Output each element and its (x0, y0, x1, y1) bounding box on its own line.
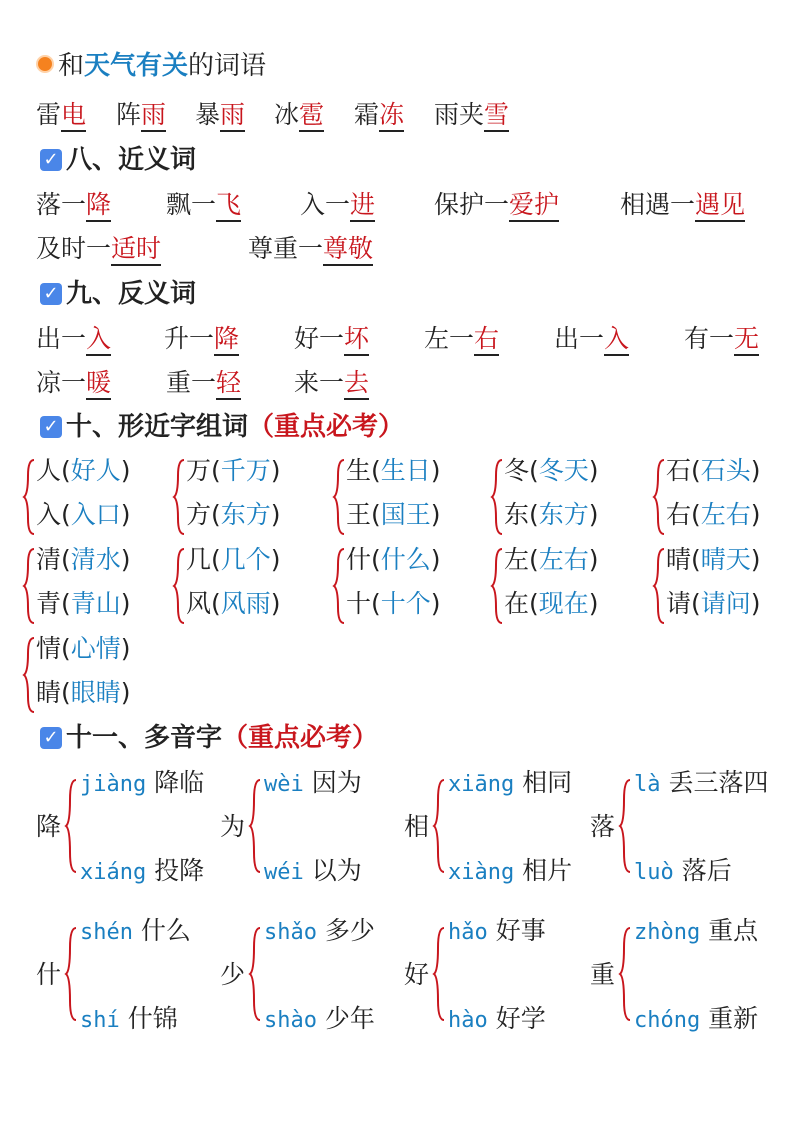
polyphone-word: 丢三落四 (660, 768, 769, 797)
similar-item: 晴(晴天) (666, 545, 761, 574)
similar-item: 石(石头) (666, 456, 761, 485)
synonym-pair: 落一降 (36, 190, 111, 220)
synonym-pair: 入一进 (300, 190, 375, 220)
brace-icon (22, 636, 36, 714)
similar-item: 青(青山) (36, 589, 131, 618)
pinyin: xiàng (448, 860, 515, 885)
antonym-pair: 凉一暖 (36, 368, 111, 398)
polyphone-char: 少 (220, 960, 246, 989)
checkbox-icon: ✓ (40, 149, 62, 171)
synonym-pair: 飘一飞 (166, 190, 241, 220)
similar-item: 几(几个) (186, 545, 281, 574)
similar-word: 左右 (538, 545, 589, 574)
similar-char: 左 (504, 545, 530, 574)
weather-word: 雨夹雪 (434, 100, 509, 130)
antonym-pair: 好一坏 (294, 324, 369, 354)
similar-item: 右(左右) (666, 500, 761, 529)
similar-item: 在(现在) (504, 589, 599, 618)
title-suffix: 的词语 (188, 51, 267, 81)
brace-icon (332, 458, 346, 536)
polyphone-word: 落后 (673, 856, 732, 885)
brace-icon (490, 547, 504, 625)
similar-word: 什么 (380, 545, 431, 574)
similar-char: 风 (186, 589, 212, 618)
similar-word: 东方 (538, 500, 589, 529)
similar-char: 右 (666, 500, 692, 529)
similar-char: 睛 (36, 678, 62, 707)
synonym-pair: 尊重一尊敬 (248, 234, 373, 264)
checkbox-icon: ✓ (40, 727, 62, 749)
similar-char: 请 (666, 589, 692, 618)
polyphone-reading (80, 916, 191, 948)
antonyms-title: ✓ 九、反义词 (40, 278, 196, 310)
title-highlight: 天气有关 (84, 51, 189, 81)
polyphone-word: 相同 (514, 768, 573, 797)
brace-icon (652, 458, 666, 536)
synonym-pair: 相遇一遇见 (620, 190, 745, 220)
brace-icon (618, 926, 632, 1022)
similar-item: 王(国王) (346, 500, 441, 529)
brace-icon (332, 547, 346, 625)
polyphone-title: ✓ 十一、多音字（重点必考） (40, 722, 378, 754)
pinyin: xiāng (448, 772, 515, 797)
similar-word: 好人 (70, 456, 121, 485)
similar-word: 几个 (220, 545, 271, 574)
polyphone-reading (264, 1004, 375, 1036)
pinyin: shí (80, 1008, 120, 1033)
polyphone-reading (80, 1004, 178, 1036)
similar-word: 心情 (70, 634, 121, 663)
polyphone-word: 因为 (303, 768, 362, 797)
similar-char: 王 (346, 500, 372, 529)
synonym-pair: 保护一爱护 (434, 190, 559, 220)
similar-title: ✓ 十、形近字组词（重点必考） (40, 411, 404, 443)
synonym-pair: 及时一适时 (36, 234, 161, 264)
polyphone-reading (448, 916, 546, 948)
similar-char: 清 (36, 545, 62, 574)
similar-word: 冬天 (538, 456, 589, 485)
brace-icon (22, 458, 36, 536)
similar-char: 东 (504, 500, 530, 529)
similar-word: 千万 (220, 456, 271, 485)
similar-char: 晴 (666, 545, 692, 574)
similar-item: 万(千万) (186, 456, 281, 485)
weather-word: 阵雨 (116, 100, 166, 130)
brace-icon (618, 778, 632, 874)
similar-char: 在 (504, 589, 530, 618)
polyphone-char: 相 (404, 812, 430, 841)
brace-icon (172, 547, 186, 625)
similar-item: 方(东方) (186, 500, 281, 529)
similar-word: 左右 (700, 500, 751, 529)
antonym-pair: 来一去 (294, 368, 369, 398)
pinyin: zhòng (634, 920, 701, 945)
similar-char: 情 (36, 634, 62, 663)
brace-icon (490, 458, 504, 536)
similar-item: 人(好人) (36, 456, 131, 485)
similar-word: 十个 (380, 589, 431, 618)
polyphone-word: 多少 (316, 916, 375, 945)
antonym-pair: 升一降 (164, 324, 239, 354)
similar-char: 人 (36, 456, 62, 485)
pinyin: shǎo (264, 920, 317, 945)
weather-title (36, 50, 266, 82)
similar-item: 十(十个) (346, 589, 441, 618)
polyphone-word: 降临 (146, 768, 205, 797)
brace-icon (248, 778, 262, 874)
similar-item: 左(左右) (504, 545, 599, 574)
similar-char: 方 (186, 500, 212, 529)
similar-char: 冬 (504, 456, 530, 485)
weather-word: 冰雹 (274, 100, 324, 130)
brace-icon (22, 547, 36, 625)
brace-icon (64, 926, 78, 1022)
similar-word: 清水 (70, 545, 121, 574)
polyphone-reading (634, 916, 758, 948)
similar-item: 情(心情) (36, 634, 131, 663)
polyphone-word: 重新 (700, 1004, 759, 1033)
similar-word: 东方 (220, 500, 271, 529)
orange-dot-icon (36, 55, 54, 73)
polyphone-reading (80, 856, 204, 888)
similar-word: 石头 (700, 456, 751, 485)
polyphone-char: 降 (36, 812, 62, 841)
similar-word: 眼睛 (70, 678, 121, 707)
polyphone-char: 落 (590, 812, 616, 841)
similar-item: 生(生日) (346, 456, 441, 485)
similar-item: 睛(眼睛) (36, 678, 131, 707)
checkbox-icon: ✓ (40, 416, 62, 438)
similar-char: 什 (346, 545, 372, 574)
similar-char: 石 (666, 456, 692, 485)
similar-char: 青 (36, 589, 62, 618)
pinyin: hǎo (448, 920, 488, 945)
pinyin: wéi (264, 860, 304, 885)
brace-icon (432, 778, 446, 874)
brace-icon (248, 926, 262, 1022)
similar-word: 风雨 (220, 589, 271, 618)
similar-word: 入口 (70, 500, 121, 529)
polyphone-reading (264, 916, 375, 948)
polyphone-word: 相片 (514, 856, 573, 885)
brace-icon (432, 926, 446, 1022)
checkbox-icon: ✓ (40, 283, 62, 305)
similar-char: 万 (186, 456, 212, 485)
brace-icon (64, 778, 78, 874)
similar-word: 现在 (538, 589, 589, 618)
antonym-pair: 有一无 (684, 324, 759, 354)
similar-item: 什(什么) (346, 545, 441, 574)
pinyin: xiáng (80, 860, 147, 885)
similar-item: 清(清水) (36, 545, 131, 574)
polyphone-char: 什 (36, 960, 62, 989)
similar-char: 十 (346, 589, 372, 618)
weather-word: 雷电 (36, 100, 86, 130)
polyphone-char: 为 (220, 812, 246, 841)
brace-icon (652, 547, 666, 625)
weather-word: 霜冻 (354, 100, 404, 130)
polyphone-word: 什锦 (119, 1004, 178, 1033)
brace-icon (172, 458, 186, 536)
synonyms-title: ✓ 八、近义词 (40, 144, 196, 176)
similar-char: 几 (186, 545, 212, 574)
polyphone-reading (448, 856, 572, 888)
antonym-pair: 重一轻 (166, 368, 241, 398)
similar-item: 风(风雨) (186, 589, 281, 618)
similar-item: 请(请问) (666, 589, 761, 618)
pinyin: hào (448, 1008, 488, 1033)
title-prefix: 和 (58, 51, 85, 81)
similar-item: 入(入口) (36, 500, 131, 529)
polyphone-reading (264, 856, 362, 888)
polyphone-char: 重 (590, 960, 616, 989)
polyphone-reading (448, 768, 572, 800)
polyphone-reading (448, 1004, 546, 1036)
pinyin: chóng (634, 1008, 701, 1033)
polyphone-reading (634, 768, 768, 800)
polyphone-word: 好事 (487, 916, 546, 945)
similar-char: 入 (36, 500, 62, 529)
polyphone-char: 好 (404, 960, 430, 989)
pinyin: là (634, 772, 661, 797)
similar-word: 生日 (380, 456, 431, 485)
polyphone-word: 以为 (303, 856, 362, 885)
polyphone-word: 好学 (487, 1004, 546, 1033)
pinyin: shào (264, 1008, 317, 1033)
pinyin: wèi (264, 772, 304, 797)
polyphone-word: 什么 (132, 916, 191, 945)
pinyin: luò (634, 860, 674, 885)
pinyin: shén (80, 920, 133, 945)
similar-word: 晴天 (700, 545, 751, 574)
polyphone-word: 少年 (316, 1004, 375, 1033)
similar-item: 东(东方) (504, 500, 599, 529)
polyphone-reading (634, 856, 732, 888)
similar-word: 国王 (380, 500, 431, 529)
similar-word: 请问 (700, 589, 751, 618)
similar-item: 冬(冬天) (504, 456, 599, 485)
antonym-pair: 出一入 (36, 324, 111, 354)
antonym-pair: 出一入 (554, 324, 629, 354)
polyphone-word: 重点 (700, 916, 759, 945)
polyphone-word: 投降 (146, 856, 205, 885)
antonym-pair: 左一右 (424, 324, 499, 354)
polyphone-reading (634, 1004, 758, 1036)
similar-char: 生 (346, 456, 372, 485)
weather-word: 暴雨 (195, 100, 245, 130)
similar-word: 青山 (70, 589, 121, 618)
pinyin: jiàng (80, 772, 147, 797)
polyphone-reading (264, 768, 362, 800)
polyphone-reading (80, 768, 204, 800)
